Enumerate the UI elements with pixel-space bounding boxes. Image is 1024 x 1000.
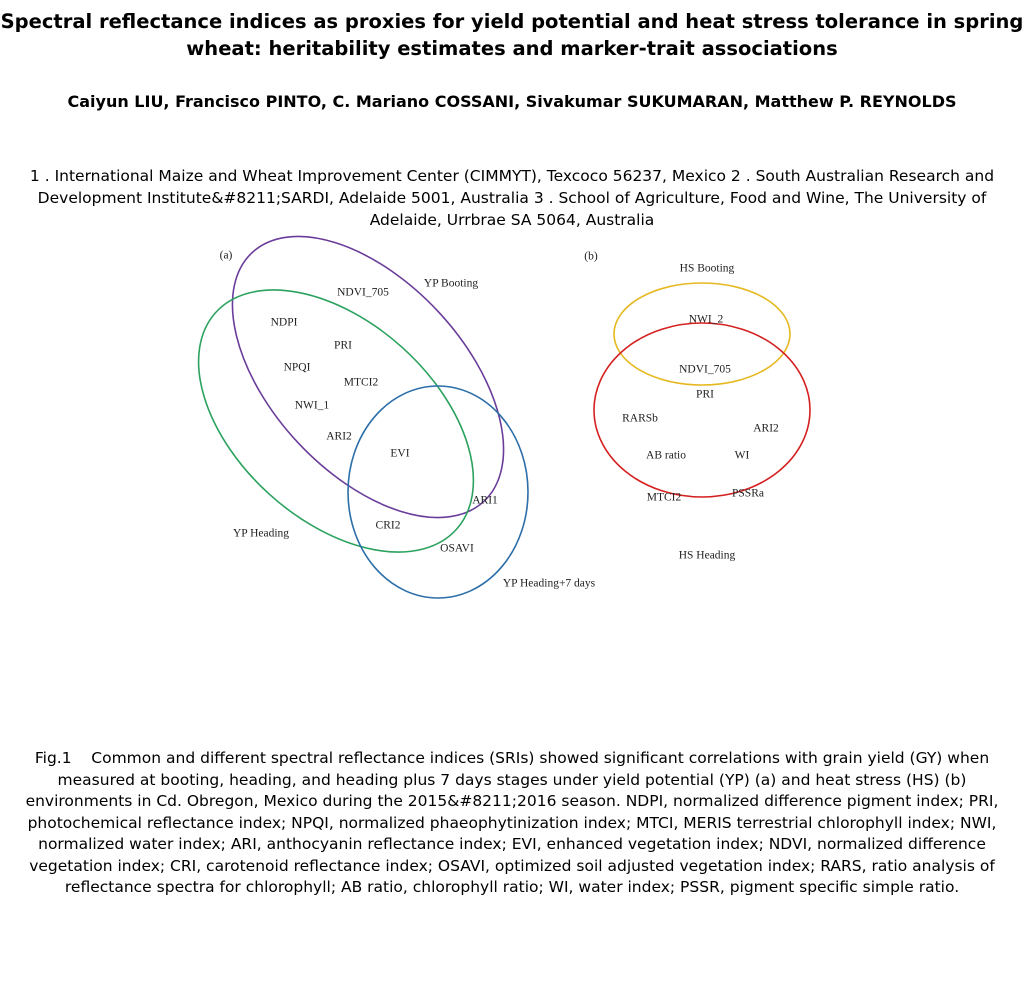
- hs-heading-ellipse: [594, 323, 810, 497]
- paper-title: Spectral reflectance indices as proxies for yield potential and heat stress tolerance in spring wheat: heritability estimates and marker-trait associations: [0, 10, 1024, 60]
- venn-item: NPQI: [283, 361, 311, 374]
- venn-item: NWI_2: [688, 313, 724, 326]
- venn-item: MTCI2: [343, 376, 379, 389]
- set-label-hs-heading: HS Heading: [678, 549, 736, 562]
- venn-item: WI: [734, 449, 750, 462]
- venn-item: MTCI2: [646, 491, 682, 504]
- set-label-yp-booting: YP Booting: [423, 277, 479, 290]
- set-label-yp-heading7: YP Heading+7 days: [502, 577, 596, 590]
- venn-item: AB ratio: [646, 449, 686, 462]
- yp-heading7-ellipse: [348, 386, 528, 598]
- venn-item: ARI2: [753, 422, 779, 435]
- paper-authors: Caiyun LIU, Francisco PINTO, C. Mariano COSSANI, Sivakumar SUKUMARAN, Matthew P. REYNOLDS: [67, 92, 957, 111]
- venn-item: NDVI_705: [679, 363, 731, 376]
- paper-affiliations: 1 . International Maize and Wheat Improvement Center (CIMMYT), Texcoco 56237, Mexico 2 . South Australian Research and Development Institute&#8211;SARDI, Adelaide 5001, Australia 3 . School of Agriculture, Food and Wine, The University of Adelaide, Urrbrae SA 5064, Australia: [29, 167, 995, 229]
- set-label-yp-heading: YP Heading: [232, 527, 290, 540]
- venn-item: NDVI_705: [337, 286, 389, 299]
- venn-item: PRI: [334, 339, 352, 352]
- panel-b-label: (b): [584, 250, 598, 263]
- venn-item: RARSb: [622, 412, 658, 425]
- venn-item: PSSRa: [732, 487, 764, 500]
- venn-item: ARI2: [326, 430, 352, 443]
- venn-item: ARI1: [472, 494, 498, 507]
- set-label-hs-booting: HS Booting: [679, 262, 735, 275]
- figure-caption: Fig.1 Common and different spectral reflectance indices (SRIs) showed significant correlations with grain yield (GY) when measured at booting, heading, and heading plus 7 days stages under yield potential (YP) (a) and heat stress (HS) (b) environments in Cd. Obregon, Mexico during the 2015&#8211;2016 season. NDPI, normalized difference pigment index; PRI, photochemical reflectance index; NPQI, normalized phaeophytinization index; MTCI, MERIS terrestrial chlorophyll index; NWI, normalized water index; ARI, anthocyanin reflectance index; EVI, enhanced vegetation index; NDVI, normalized difference vegetation index; CRI, carotenoid reflectance index; OSAVI, optimized soil adjusted vegetation index; RARS, ratio analysis of reflectance spectra for chlorophyll; AB ratio, chlorophyll ratio; WI, water index; PSSR, pigment specific simple ratio.: [25, 749, 999, 896]
- venn-item: NWI_1: [294, 399, 330, 412]
- venn-item: CRI2: [375, 519, 401, 532]
- panel-a-label: (a): [219, 249, 233, 262]
- venn-item: EVI: [390, 447, 410, 460]
- venn-item: PRI: [696, 388, 714, 401]
- venn-item: NDPI: [270, 316, 298, 329]
- venn-item: OSAVI: [440, 542, 474, 555]
